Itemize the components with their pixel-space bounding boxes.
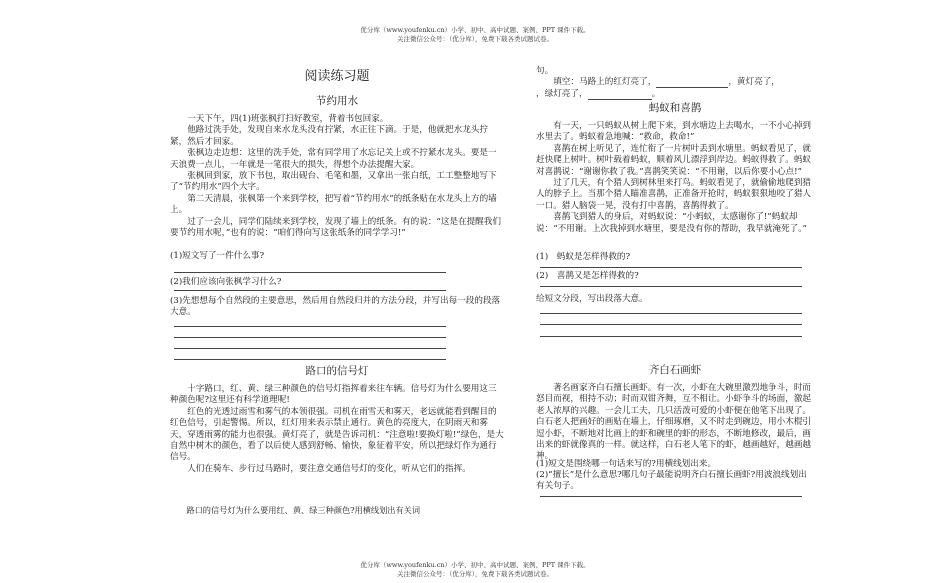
fill-line2: ，绿灯亮了，: [536, 89, 588, 99]
story2-body: [170, 384, 504, 475]
story1-paragraph-1: 一天下午，四(1)班张枫打扫好教室，背着书包回家。: [187, 114, 389, 124]
header-line-2: 关注微信公众号：（优分库），免费下载各类试题试卷。: [397, 35, 553, 43]
answer-line[interactable]: [540, 267, 802, 268]
story3-title: 蚂蚁和喜鹊: [648, 102, 702, 114]
story4-paragraph: 著名画家齐白石擅长画虾。有一次，小虾在大碗里激烈地争斗，时而怒目而视，相持不动；时而双钳齐舞，互不相让。小虾争斗的场面，激起老人浓厚的兴趣。一会儿工夫，几只活泼可爱的小虾便在他笔下出现了。白石老人把画好的画贴在墙上，仔细琢磨，又不时走到碗边，用小木棍引逗小虾，不断地对比画上的虾和碗里的虾的形态，不断地修改，最后，画出来的虾就像真的一样。就这样，白石老人笔下的虾，越画越好，越画越神。: [536, 383, 812, 462]
story1-question-2: (2)我们应该向张枫学习什么?: [170, 277, 282, 287]
story4-title: 齐白石画虾: [648, 364, 702, 376]
story3-paragraph-2: 喜鹊在树上听见了，连忙衔了一片树叶丢到水塘里。蚂蚁看见了，就赶快爬上树叶。树叶载着蚂蚁，顺着风儿漂浮到岸边。蚂蚁得救了。蚂蚁对喜鹊说：“谢谢你救了我。”喜鹊笑笑说：“不用谢，以后你要小心点!”: [536, 143, 812, 177]
story2-title: 路口的信号灯: [305, 365, 369, 377]
main-title: 阅读练习题: [304, 69, 370, 84]
answer-line[interactable]: [540, 313, 802, 314]
story3-question-1: (1) 蚂蚁是怎样得救的?: [536, 252, 631, 262]
fill-blank-2[interactable]: [588, 90, 652, 100]
story3-paragraph-4: 喜鹊飞到猎人的身后，对蚂蚁说：“小蚂蚁，太感谢你了!”蚂蚁却说：“不用谢。上次我掉到水塘里，要是没有你的帮助，我早就淹死了。”: [536, 212, 807, 234]
story2-paragraph-3: 人们在骑车、步行过马路时，要注意交通信号灯的变化，听从它们的指挥。: [187, 463, 471, 474]
story1-paragraph-2: 他路过洗手处，发现自来水龙头没有拧紧，水正往下滴。于是，他就把水龙头拧紧，然后才回家。: [170, 125, 488, 147]
story3-question-2: (2) 喜鹊又是怎样得救的?: [536, 271, 639, 281]
story2-paragraph-2: 红色的光透过雨雪和雾气的本领很强。司机在雨雪天和雾天，老远就能看到醒目的红色信号，引起警惕。所以，红灯用来表示禁止通行。黄色的亮度大，在阴雨天和雾天，穿透雨雾的能力也很强。黄灯亮了，就是告诉司机：“注意啦!要换灯啦!”绿色，是大自然中树木的颜色，看了以后使人感到舒畅、愉快，象征着平安，所以把绿灯作为通行信号。: [170, 406, 504, 463]
answer-line[interactable]: [174, 326, 446, 327]
story1-question-1: (1)短文写了一件什么事?: [170, 251, 265, 261]
fill-blank-1[interactable]: [656, 78, 728, 88]
story1-paragraph-6: 过了一会儿，同学们陆续来到学校，发现了墙上的纸条。有的说：“这是在提醒我们要节约用水呢，”也有的说：“咱们得向写这张纸条的同学学习!”: [170, 216, 501, 239]
fill-mid: ，黄灯亮了，: [728, 77, 780, 87]
fill-blank-question: [536, 77, 814, 88]
story1-question-3: (3)先想想每个自然段的主要意思，然后用自然段归并的方法分段，并写出每一段的段落大意。: [170, 296, 501, 318]
answer-line[interactable]: [174, 337, 446, 338]
story3-question-3: 给短文分段，写出段落大意。: [536, 294, 648, 304]
story1-paragraph-4: 张枫回到家，放下书包，取出砚台、毛笔和墨，又拿出一张白纸，工工整整地写下了“节约用水”四个大字。: [170, 171, 497, 193]
fill-blank-line-2: [536, 89, 814, 100]
story1-title: 节约用水: [316, 95, 358, 107]
story1-paragraph-3: 张枫边走边想：这里的洗手处，常有同学用了水忘记关上或不拧紧水龙头。要是一天浪费一点儿，一年就是一笔很大的损失，得想个办法提醒大家。: [170, 148, 497, 170]
answer-line[interactable]: [174, 272, 446, 273]
story3-body: [536, 121, 814, 235]
story1-body: [170, 114, 504, 239]
story4-question-1: (1)短文是围绕哪一句话来写的?用横线划出来。: [536, 459, 717, 469]
story4-question-2: (2)“擅长”是什么意思?哪几句子最能说明齐白石擅长画虾?用波浪线划出有关句子。: [536, 470, 807, 492]
story2-question: 路口的信号灯为什么要用红、黄、绿三种颜色?用横线划出有关词: [186, 505, 421, 515]
footer-line-1: 优分库（www.youfenku.cn）小学、初中、高中试题、案例、PPT 课件下载。: [360, 561, 590, 569]
fill-end: 。: [651, 89, 661, 99]
page-header: [0, 26, 950, 44]
continued-text: 句。: [536, 66, 554, 76]
story1-paragraph-5: 第二天清晨，张枫第一个来到学校，把写着“节约用水”的纸条贴在水龙头上方的墙上。: [170, 193, 497, 216]
answer-line[interactable]: [540, 496, 802, 497]
page-footer: [0, 561, 950, 579]
header-line-1: 优分库（www.youfenku.cn）小学、初中、高中试题、案例、PPT 课件下载。: [360, 26, 590, 34]
story3-paragraph-1: 有一天，一只蚂蚁从树上爬下来，到水塘边上去喝水，一不小心掉到水里去了。蚂蚁着急地喊：“救命，救命!”: [536, 121, 812, 143]
story2-paragraph-1: 十字路口，红、黄、绿三种颜色的信号灯指挥着来往车辆。信号灯为什么要用这三种颜色呢?这里还有科学道理呢!: [170, 384, 497, 406]
answer-line[interactable]: [174, 290, 446, 291]
answer-line[interactable]: [540, 286, 802, 287]
footer-line-2: 关注微信公众号：（优分库），免费下载各类试题试卷。: [397, 570, 553, 578]
answer-line[interactable]: [540, 324, 802, 325]
answer-line[interactable]: [540, 336, 802, 337]
story4-body: [536, 383, 814, 463]
story3-paragraph-3: 过了几天，有个猎人到树林里来打鸟。蚂蚁看见了，就偷偷地爬到猎人的脖子上。当那个猎人瞄准喜鹊，正准备开抢时，蚂蚁狠狠地咬了猎人一口。猎人脑袋一晃，没有打中喜鹊，喜鹊得救了。: [536, 178, 812, 211]
answer-line[interactable]: [174, 348, 446, 349]
answer-line[interactable]: [174, 359, 446, 360]
fill-prefix: 填空：马路上的红灯亮了，: [553, 77, 657, 87]
